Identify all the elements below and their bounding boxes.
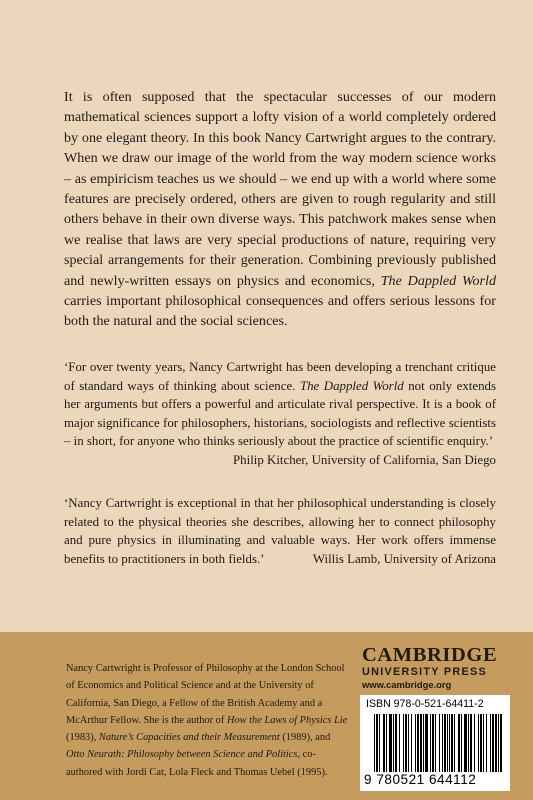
barcode-bar xyxy=(474,714,475,772)
barcode-bar xyxy=(420,714,422,772)
publisher-url: www.cambridge.org xyxy=(362,679,452,690)
barcode-bar xyxy=(500,714,502,772)
isbn-label: ISBN 978-0-521-64411-2 xyxy=(366,698,484,710)
barcode-bar xyxy=(399,714,400,772)
barcode-bar xyxy=(423,714,424,772)
barcode-bar xyxy=(395,714,397,772)
barcode-bar xyxy=(386,714,387,772)
back-cover-blurb xyxy=(64,87,496,332)
barcode-bar xyxy=(379,714,380,772)
bio-book-3: Otto Neurath: Philosophy between Science and Politics xyxy=(66,749,298,761)
blurb-text-2: carries important philosophical consequences and offers serious lessons for both the natural and the social sciences. xyxy=(64,293,496,330)
barcode-bar xyxy=(425,714,428,772)
bio-text-2: (1983), xyxy=(66,732,99,744)
barcode-bar xyxy=(461,714,462,772)
quote2-text: ‘Nancy Cartwright is exceptional in that her philosophical understanding is closely related to the physical theories she describes, allowing her to connect philosophy and pure physics in illuminating and valuable ways. Her work offers immense benefits to practitioners in both fields.’ xyxy=(64,496,496,566)
barcode xyxy=(360,695,510,791)
blurb-book-title: The Dappled World xyxy=(380,272,496,289)
barcode-bar xyxy=(376,714,378,772)
barcode-bar xyxy=(458,714,460,772)
barcode-bar xyxy=(393,714,394,772)
barcode-bar xyxy=(449,714,450,772)
bio-text-4: , co-authored with Jordi Cat, Lola Fleck and Thomas Uebel (1995). xyxy=(66,749,328,778)
barcode-bar xyxy=(432,714,434,772)
quote1-text-2: not only extends her arguments but offers a powerful and articulate rival perspective. It is a book of major significance for philosophers, historians, sociologists and reflective scientists – in short, for anyone who thinks seriously about the practice of scientific enquiry.’ xyxy=(64,378,496,449)
author-bio xyxy=(66,660,348,781)
barcode-bar xyxy=(480,714,482,772)
barcode-bar xyxy=(451,714,453,772)
bio-text-3: (1989), and xyxy=(279,732,331,744)
barcode-bar xyxy=(408,714,409,772)
barcode-bar xyxy=(389,714,392,772)
blurb-text-1: It is often supposed that the spectacular successes of our modern mathematical sciences support a lofty vision of a world completely ordered by one elegant theory. In this book Nancy Cartwright argues to the contrary. When we draw our image of the world from the way modern science works – as empiricism teaches us we should – we end up with a world where some features are precisely ordered, others are given to rough regularity and still others behave in their own diverse ways. This patchwork makes sense when we realise that laws are very special productions of nature, requiring very special arrangements for their generation. Combining previously published and newly-written essays on physics and economics, xyxy=(64,89,496,289)
barcode-bar xyxy=(439,714,440,772)
review-quote-lamb xyxy=(64,494,496,568)
quote1-book-title: The Dappled World xyxy=(299,378,404,393)
bio-book-1: How the Laws of Physics Lie xyxy=(226,714,348,726)
barcode-bar xyxy=(444,714,446,772)
barcode-bar xyxy=(447,714,448,772)
barcode-bar xyxy=(403,714,404,772)
barcode-bar xyxy=(483,714,484,772)
barcode-bar xyxy=(415,714,416,772)
barcode-bar xyxy=(492,714,494,772)
publisher-press: UNIVERSITY PRESS xyxy=(362,666,487,678)
barcode-bar xyxy=(374,714,375,772)
barcode-bars xyxy=(374,714,502,772)
publisher-name: CAMBRIDGE xyxy=(362,644,498,666)
barcode-bar xyxy=(464,714,467,772)
publisher-logo xyxy=(362,645,512,690)
barcode-bar xyxy=(411,714,412,772)
barcode-bar xyxy=(486,714,487,772)
barcode-bar xyxy=(478,714,479,772)
barcode-bar xyxy=(495,714,497,772)
bio-book-2: Nature’s Capacities and their Measurement xyxy=(98,732,280,744)
quote1-attribution: Philip Kitcher, University of California, San Diego xyxy=(233,452,496,467)
barcode-digits: 9 780521 644112 xyxy=(364,772,477,787)
barcode-bar xyxy=(498,714,499,772)
review-quote-kitcher xyxy=(64,358,496,470)
barcode-bar xyxy=(435,714,436,772)
barcode-bar xyxy=(470,714,472,772)
barcode-bar xyxy=(405,714,407,772)
quote2-attribution: Willis Lamb, University of Arizona xyxy=(312,551,496,566)
barcode-bar xyxy=(468,714,469,772)
barcode-bar xyxy=(454,714,455,772)
barcode-bar xyxy=(442,714,443,772)
bio-text-1: Nancy Cartwright is Professor of Philosophy at the London School of Economics and Political Science and at the University of California, San Diego, a Fellow of the British Academy and a McArthur Fellow. She is the author of xyxy=(66,663,345,726)
barcode-bar xyxy=(490,714,491,772)
barcode-bar xyxy=(430,714,431,772)
barcode-bar xyxy=(383,714,385,772)
quote1-text-1: ‘For over twenty years, Nancy Cartwright has been developing a trenchant critique of standard ways of thinking about science. xyxy=(64,360,496,393)
barcode-bar xyxy=(417,714,419,772)
